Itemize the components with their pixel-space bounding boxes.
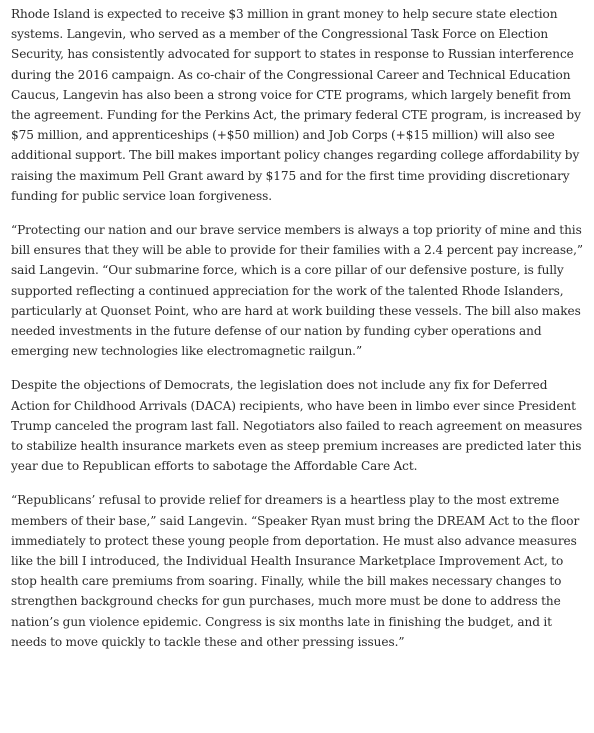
paragraph-daca-health-insurance: Despite the objections of Democrats, the legislation does not include any fix for Deferred Action for Childhood Arrivals (DACA) recipients, who have been in limbo ever since President Trump canceled the program last fall. Negotiators also failed to reach agreement on measures to stabilize health insurance markets even as steep premium increases are predicted later this year due to Republican efforts to sabotage the Affordable Care Act. <box>11 378 583 474</box>
paragraph-langevin-defense-quote: “Protecting our nation and our brave service members is always a top priority of mine and this bill ensures that they will be able to provide for their families with a 2.4 percent pay increase,” said Langevin. “Our submarine force, which is a core pillar of our defensive posture, is fully supported reflecting a continued appreciation for the work of the talented Rhode Islanders, particularly at Quonset Point, who are hard at work building these vessels. The bill also makes needed investments in the future defense of our nation by funding cyber operations and emerging new technologies like electromagnetic railgun.” <box>11 223 583 359</box>
paragraph-election-security-funding: Rhode Island is expected to receive $3 million in grant money to help secure state election systems. Langevin, who served as a member of the Congressional Task Force on Election Security, has consistently advocated for support to states in response to Russian interference during the 2016 campaign. As co-chair of the Congressional Career and Technical Education Caucus, Langevin has also been a strong voice for CTE programs, which largely benefit from the agreement. Funding for the Perkins Act, the primary federal CTE program, is increased by $75 million, and apprenticeships (+$50 million) and Job Corps (+$15 million) will also see additional support. The bill makes important policy changes regarding college affordability by raising the maximum Pell Grant award by $175 and for the first time providing discretionary funding for public service loan forgiveness. <box>11 7 581 203</box>
paragraph-langevin-dreamers-quote: “Republicans’ refusal to provide relief for dreamers is a heartless play to the most extreme members of their base,” said Langevin. “Speaker Ryan must bring the DREAM Act to the floor immediately to protect these young people from deportation. He must also advance measures like the bill I introduced, the Individual Health Insurance Marketplace Improvement Act, to stop health care premiums from soaring. Finally, while the bill makes necessary changes to strengthen background checks for gun purchases, much more must be done to address the nation’s gun violence epidemic. Congress is six months late in finishing the budget, and it needs to move quickly to tackle these and other pressing issues.” <box>11 493 580 649</box>
